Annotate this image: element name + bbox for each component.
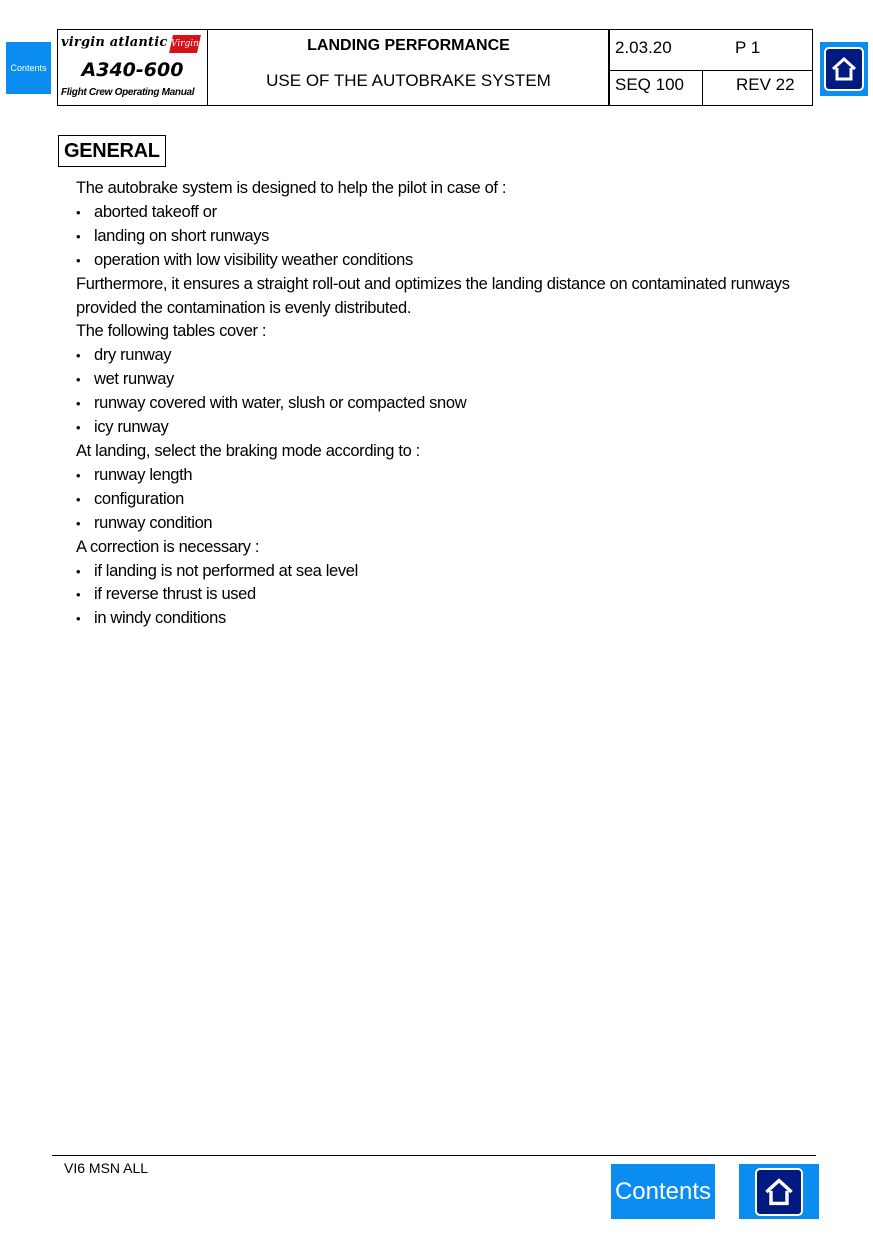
- list-item: • in windy conditions: [76, 607, 836, 631]
- home-button-footer[interactable]: [739, 1164, 819, 1219]
- header-divider: [608, 70, 813, 71]
- page-number: P 1: [735, 38, 761, 57]
- section-heading: GENERAL: [58, 135, 166, 167]
- manual-name: Flight Crew Operating Manual: [61, 87, 195, 98]
- list-item: • wet runway: [76, 368, 836, 392]
- home-icon-frame: [755, 1168, 803, 1216]
- section-code: 2.03.20: [615, 38, 672, 57]
- brand-logo-text: Virgin: [171, 39, 199, 49]
- furthermore-text: Furthermore, it ensures a straight roll-out and optimizes the landing distance on contaminated runways provided the contamination is evenly distributed.: [76, 274, 790, 317]
- footer-divider: [52, 1155, 816, 1156]
- modes-list: [76, 464, 836, 536]
- header-divider: [702, 70, 703, 106]
- intro-text: The autobrake system is designed to help the pilot in case of :: [76, 179, 507, 197]
- list-item: • runway condition: [76, 512, 836, 536]
- sequence-number: SEQ 100: [615, 75, 684, 94]
- list-item: • runway covered with water, slush or compacted snow: [76, 392, 836, 416]
- document-body: [76, 177, 836, 631]
- document-header: [57, 29, 813, 106]
- revision-number: REV 22: [736, 75, 795, 94]
- list-item: • runway length: [76, 464, 836, 488]
- contents-button[interactable]: Contents: [611, 1164, 715, 1219]
- correction-intro-text: A correction is necessary :: [76, 537, 260, 556]
- list-item: • dry runway: [76, 344, 836, 368]
- contents-side-button[interactable]: Contents: [6, 42, 51, 94]
- list-item: • if reverse thrust is used: [76, 583, 836, 607]
- list-item: • icy runway: [76, 416, 836, 440]
- footer-code: VI6 MSN ALL: [64, 1160, 149, 1176]
- page-title: LANDING PERFORMANCE: [307, 37, 510, 54]
- tables-intro-text: The following tables cover :: [76, 322, 267, 341]
- aircraft-model: A340-600: [81, 59, 184, 81]
- home-icon: [830, 55, 858, 83]
- tables-list: [76, 344, 836, 440]
- list-item: • landing on short runways: [76, 225, 836, 249]
- cases-list: [76, 201, 836, 273]
- list-item: • operation with low visibility weather conditions: [76, 249, 836, 273]
- mode-intro-text: At landing, select the braking mode according to :: [76, 441, 420, 460]
- list-item: • if landing is not performed at sea level: [76, 560, 836, 584]
- brand-logo: [169, 35, 201, 53]
- home-icon-frame: [824, 47, 864, 91]
- page-subtitle: USE OF THE AUTOBRAKE SYSTEM: [266, 71, 551, 90]
- home-icon: [763, 1176, 795, 1208]
- corrections-list: [76, 560, 836, 632]
- list-item: • aborted takeoff or: [76, 201, 836, 225]
- list-item: • configuration: [76, 488, 836, 512]
- brand-name: virgin atlantic: [61, 35, 168, 50]
- home-button[interactable]: [820, 42, 868, 96]
